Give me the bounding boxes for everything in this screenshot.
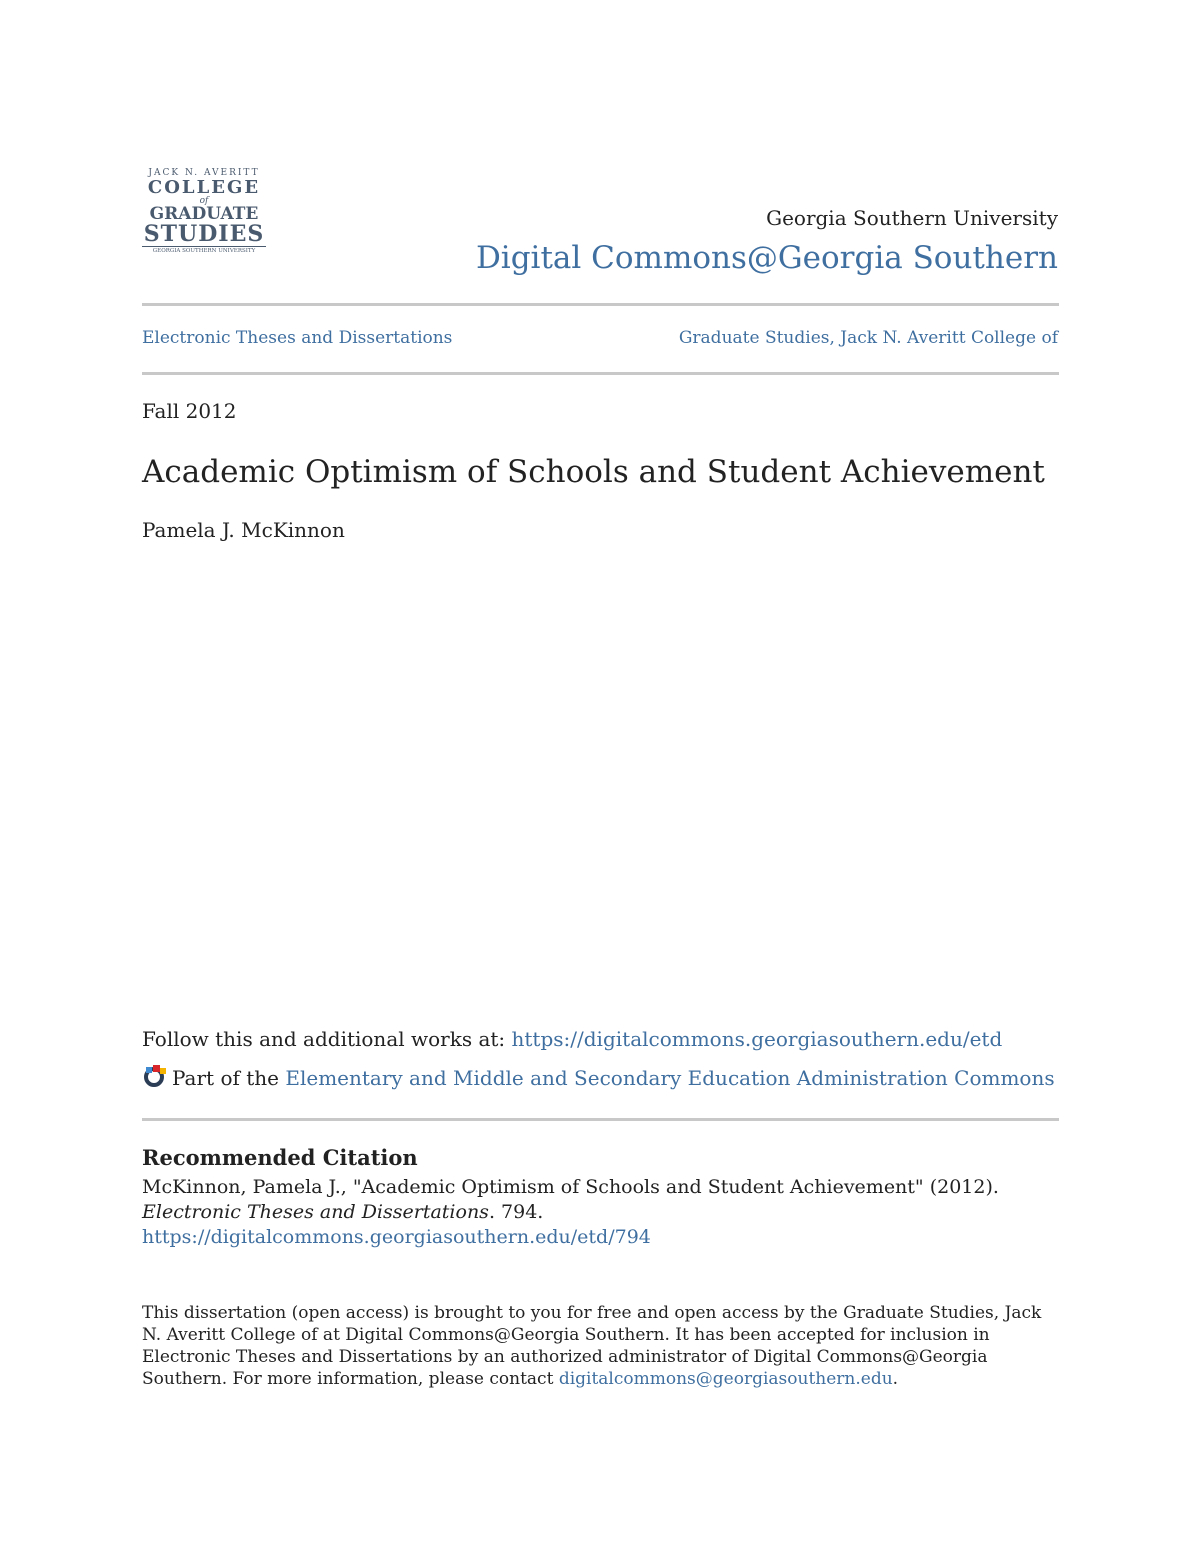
part-of-label: Part of the (172, 1066, 286, 1090)
discipline-link[interactable]: Elementary and Middle and Secondary Education Administration Commons (285, 1066, 1055, 1090)
citation-url-link[interactable]: https://digitalcommons.georgiasouthern.edu/etd/794 (142, 1226, 651, 1248)
breadcrumb-etd-link[interactable]: Electronic Theses and Dissertations (142, 328, 453, 348)
logo-line-3: of (199, 196, 209, 206)
commons-network-icon (142, 1063, 168, 1089)
logo-line-2: COLLEGE (147, 177, 261, 198)
divider-breadcrumb (142, 372, 1059, 375)
follow-label: Follow this and additional works at: (142, 1027, 512, 1051)
breadcrumb-college-link[interactable]: Graduate Studies, Jack N. Averitt College of (678, 328, 1058, 348)
citation-number: . 794. (488, 1201, 544, 1223)
divider-top (142, 303, 1059, 306)
access-disclaimer (142, 1302, 1062, 1390)
contact-email-link[interactable]: digitalcommons@georgiasouthern.edu (558, 1369, 893, 1389)
logo-line-1: JACK N. AVERITT (148, 168, 260, 178)
logo-line-6: GEORGIA SOUTHERN UNIVERSITY (142, 246, 266, 255)
logo-line-4: GRADUATE (149, 204, 259, 224)
citation-line-1: McKinnon, Pamela J., "Academic Optimism of Schools and Student Achievement" (2012). (142, 1176, 999, 1198)
citation-heading: Recommended Citation (142, 1145, 418, 1170)
citation-block (142, 1175, 1062, 1250)
author-name: Pamela J. McKinnon (142, 518, 345, 542)
disclaimer-end: . (892, 1369, 899, 1389)
logo-line-5: STUDIES (143, 221, 265, 247)
follow-url-link[interactable]: https://digitalcommons.georgiasouthern.edu/etd (511, 1027, 1003, 1051)
page-title: Academic Optimism of Schools and Student Achievement (142, 454, 1045, 490)
institution-name: Georgia Southern University (766, 206, 1058, 230)
divider-citation (142, 1118, 1059, 1121)
citation-series: Electronic Theses and Dissertations (142, 1201, 489, 1223)
citation-line-2 (142, 1200, 1062, 1225)
college-logo (142, 168, 266, 268)
publication-date: Fall 2012 (142, 399, 237, 423)
disclaimer-text: This dissertation (open access) is brought to you for free and open access by the Graduate Studies, Jack N. Averitt College of at Digital Commons@Georgia Southern. It has been accepted for inclusion in Electronic Theses and Dissertations by an authorized administrator of Digital Commons@Georgia Southern. For more information, please contact (142, 1303, 1042, 1389)
part-of-line (142, 1063, 1055, 1095)
follow-line (142, 1027, 1002, 1051)
repository-link[interactable]: Digital Commons@Georgia Southern (475, 240, 1058, 276)
